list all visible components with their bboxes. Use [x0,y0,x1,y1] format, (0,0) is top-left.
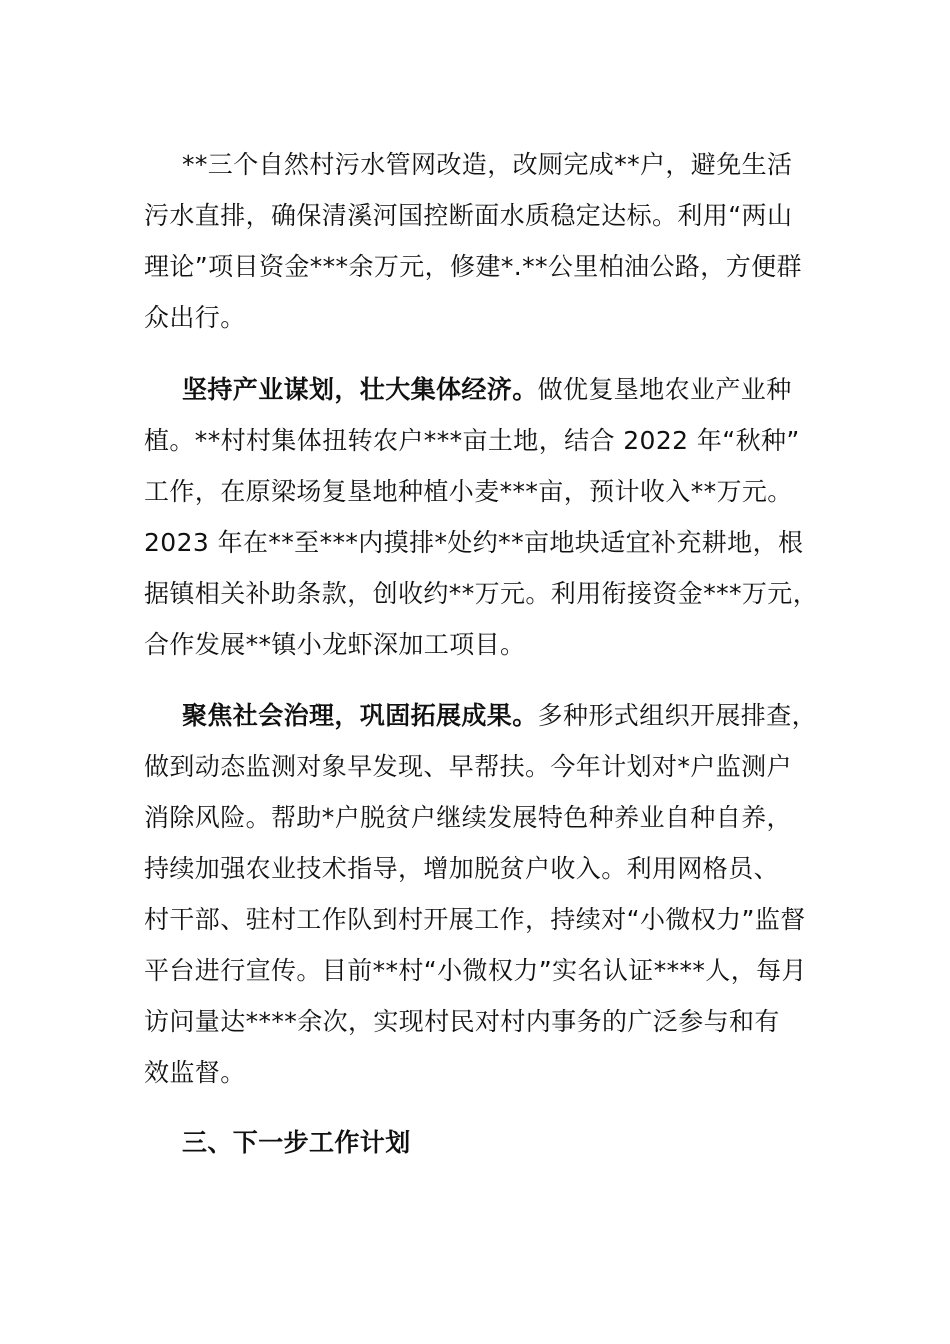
paragraph-2-line-2: 植。**村村集体扭转农户***亩土地，结合 2022 年“秋种” [144,426,800,455]
paragraph-3-line-6: 平台进行宣传。目前**村“小微权力”实名认证****人，每月 [144,956,807,985]
paragraph-3-line-8: 效监督。 [144,1058,246,1087]
paragraph-1-line-3: 理论”项目资金***余万元，修建*.**公里柏油公路，方便群 [144,252,802,281]
paragraph-2-line-3: 工作，在原梁场复垦地种植小麦***亩，预计收入**万元。 [144,477,793,506]
paragraph-2-line-1 [182,373,792,407]
paragraph-2-first-line-text: 做优复垦地农业产业种 [537,375,792,404]
paragraph-3-line-3: 消除风险。帮助*户脱贫户继续发展特色种养业自种自养， [144,803,792,832]
paragraph-2-heading: 坚持产业谋划，壮大集体经济。 [182,375,538,404]
section-heading: 三、下一步工作计划 [182,1128,411,1157]
paragraph-1-line-1: **三个自然村污水管网改造，改厕完成**户，避免生活 [182,150,793,179]
paragraph-1-line-4: 众出行。 [144,303,246,332]
paragraph-3-line-4: 持续加强农业技术指导，增加脱贫户收入。利用网格员、 [144,854,780,883]
paragraph-3-line-2: 做到动态监测对象早发现、早帮扶。今年计划对*户监测户 [144,752,792,781]
paragraph-2-line-6: 合作发展**镇小龙虾深加工项目。 [144,630,526,659]
paragraph-3-line-7: 访问量达****余次，实现村民对村内事务的广泛参与和有 [144,1007,780,1036]
paragraph-3-line-1 [182,699,817,733]
paragraph-3-first-line-text: 多种形式组织开展排查， [537,701,818,730]
paragraph-3-line-5: 村干部、驻村工作队到村开展工作，持续对“小微权力”监督 [144,905,806,934]
paragraph-2-line-5: 据镇相关补助条款，创收约**万元。利用衔接资金***万元， [144,579,819,608]
paragraph-3-heading: 聚焦社会治理，巩固拓展成果。 [182,701,538,730]
paragraph-1-line-2: 污水直排，确保清溪河国控断面水质稳定达标。利用“两山 [144,201,793,230]
paragraph-2-line-4: 2023 年在**至***内摸排*处约**亩地块适宜补充耕地，根 [144,528,804,557]
